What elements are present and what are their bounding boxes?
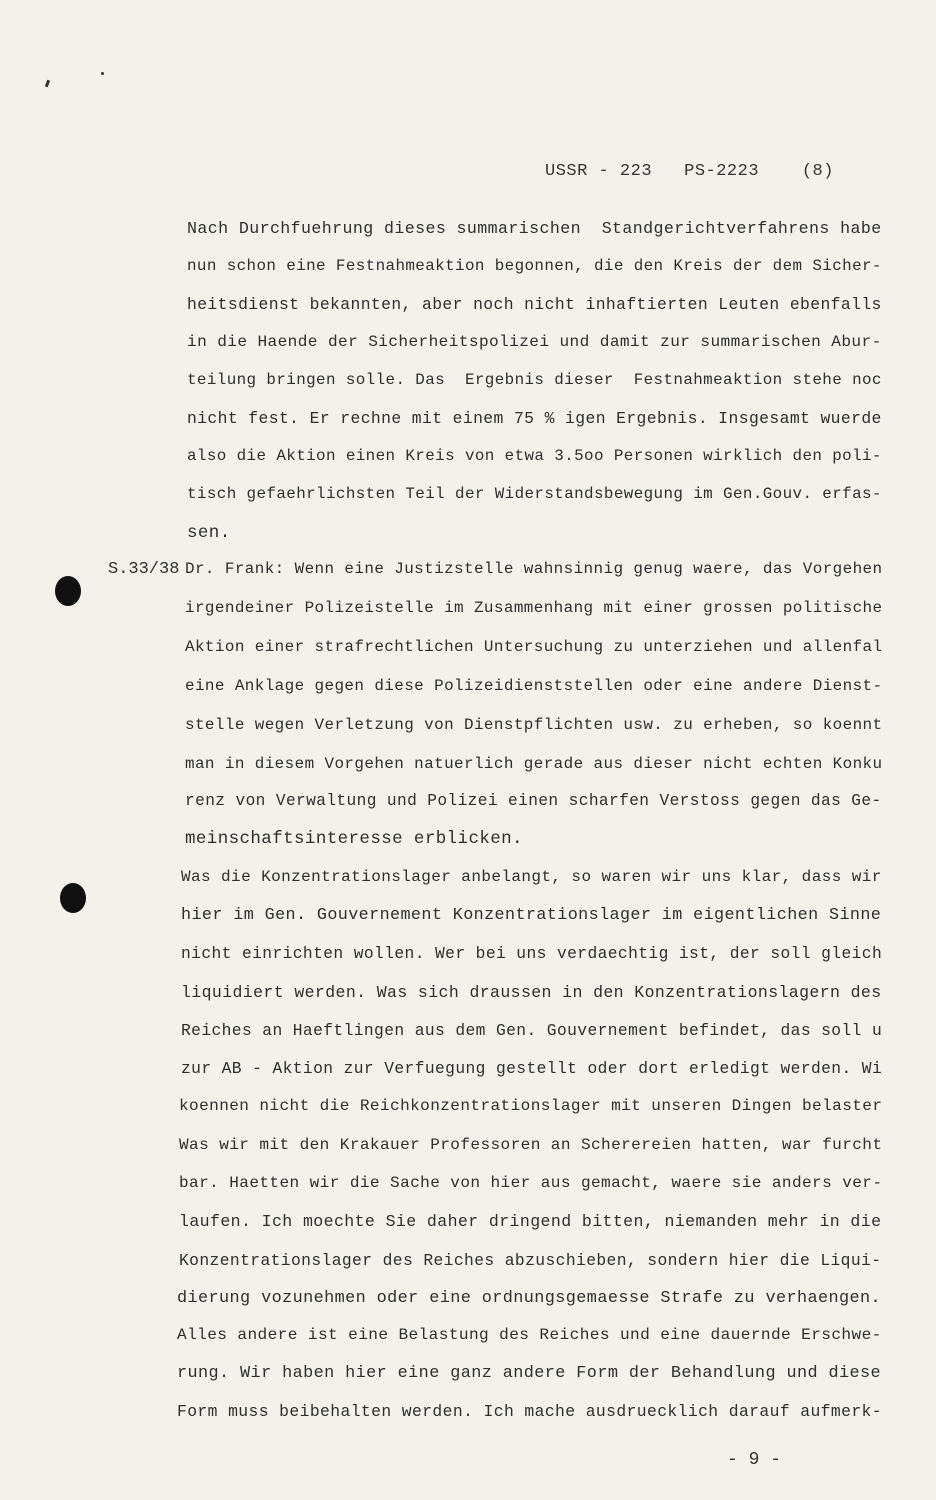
text-line: stelle wegen Verletzung von Dienstpflichten usw. zu erheben, so koennt <box>185 716 883 734</box>
stray-dot <box>101 72 104 75</box>
text-line: laufen. Ich moechte Sie daher dringend bitten, niemanden mehr in die <box>179 1212 882 1231</box>
text-line: teilung bringen solle. Das Ergebnis dieser Festnahmeaktion stehe noc <box>187 371 882 389</box>
text-line: Was die Konzentrationslager anbelangt, so waren wir uns klar, dass wir <box>181 868 882 886</box>
punch-hole-upper <box>55 576 81 606</box>
text-line: renz von Verwaltung und Polizei einen scharfen Verstoss gegen das Ge- <box>185 792 882 810</box>
text-line: dierung vozunehmen oder eine ordnungsgemaesse Strafe zu verhaengen. <box>177 1289 882 1308</box>
text-line: nicht fest. Er rechne mit einem 75 % igen Ergebnis. Insgesamt wuerde <box>187 409 882 428</box>
text-line: Was wir mit den Krakauer Professoren an Scherereien hatten, war furcht <box>179 1136 883 1154</box>
text-line: bar. Haetten wir die Sache von hier aus gemacht, waere sie anders ver- <box>179 1174 883 1192</box>
text-line: Konzentrationslager des Reiches abzuschieben, sondern hier die Liqui- <box>179 1251 882 1270</box>
text-line: man in diesem Vorgehen natuerlich gerade aus dieser nicht echten Konku <box>185 755 883 773</box>
text-line: Aktion einer strafrechtlichen Untersuchung zu unterziehen und allenfal <box>185 638 883 656</box>
text-line: koennen nicht die Reichkonzentrationslager mit unseren Dingen belaster <box>179 1097 883 1115</box>
text-line: in die Haende der Sicherheitspolizei und damit zur summarischen Abur- <box>187 333 882 351</box>
punch-hole-lower <box>60 883 86 913</box>
text-line: rung. Wir haben hier eine ganz andere Form der Behandlung und diese <box>177 1364 882 1383</box>
stray-mark <box>45 80 50 88</box>
text-line: also die Aktion einen Kreis von etwa 3.5oo Personen wirklich den poli- <box>187 447 882 465</box>
page-number: - 9 - <box>727 1450 782 1470</box>
text-line: Form muss beibehalten werden. Ich mache ausdruecklich darauf aufmerk- <box>177 1402 882 1421</box>
text-line: zur AB - Aktion zur Verfuegung gestellt oder dort erledigt werden. Wi <box>181 1059 883 1078</box>
text-line: eine Anklage gegen diese Polizeidienststellen oder eine andere Dienst- <box>185 677 883 695</box>
text-line: liquidiert werden. Was sich draussen in den Konzentrationslagern des <box>181 983 882 1002</box>
text-line: irgendeiner Polizeistelle im Zusammenhang mit einer grossen politische <box>185 599 883 617</box>
text-line: sen. <box>187 523 231 543</box>
text-line: hier im Gen. Gouvernement Konzentrationslager im eigentlichen Sinne <box>181 906 882 925</box>
text-line: Nach Durchfuehrung dieses summarischen Standgerichtverfahrens habe <box>187 219 882 238</box>
text-line: meinschaftsinteresse erblicken. <box>185 829 523 849</box>
document-reference: USSR - 223 PS-2223 (8) <box>545 162 834 181</box>
marginal-note: S.33/38 <box>108 560 180 579</box>
text-line: Dr. Frank: Wenn eine Justizstelle wahnsinnig genug waere, das Vorgehen <box>185 560 883 578</box>
text-line: nun schon eine Festnahmeaktion begonnen, die den Kreis der dem Sicher- <box>187 257 882 275</box>
text-line: heitsdienst bekannten, aber noch nicht inhaftierten Leuten ebenfalls <box>187 295 882 314</box>
text-line: Reiches an Haeftlingen aus dem Gen. Gouvernement befindet, das soll u <box>181 1021 883 1040</box>
text-line: nicht einrichten wollen. Wer bei uns verdaechtig ist, der soll gleich <box>181 944 883 963</box>
text-line: Alles andere ist eine Belastung des Reiches und eine dauernde Erschwe- <box>177 1326 882 1344</box>
text-line: tisch gefaehrlichsten Teil der Widerstandsbewegung im Gen.Gouv. erfas- <box>187 485 882 503</box>
